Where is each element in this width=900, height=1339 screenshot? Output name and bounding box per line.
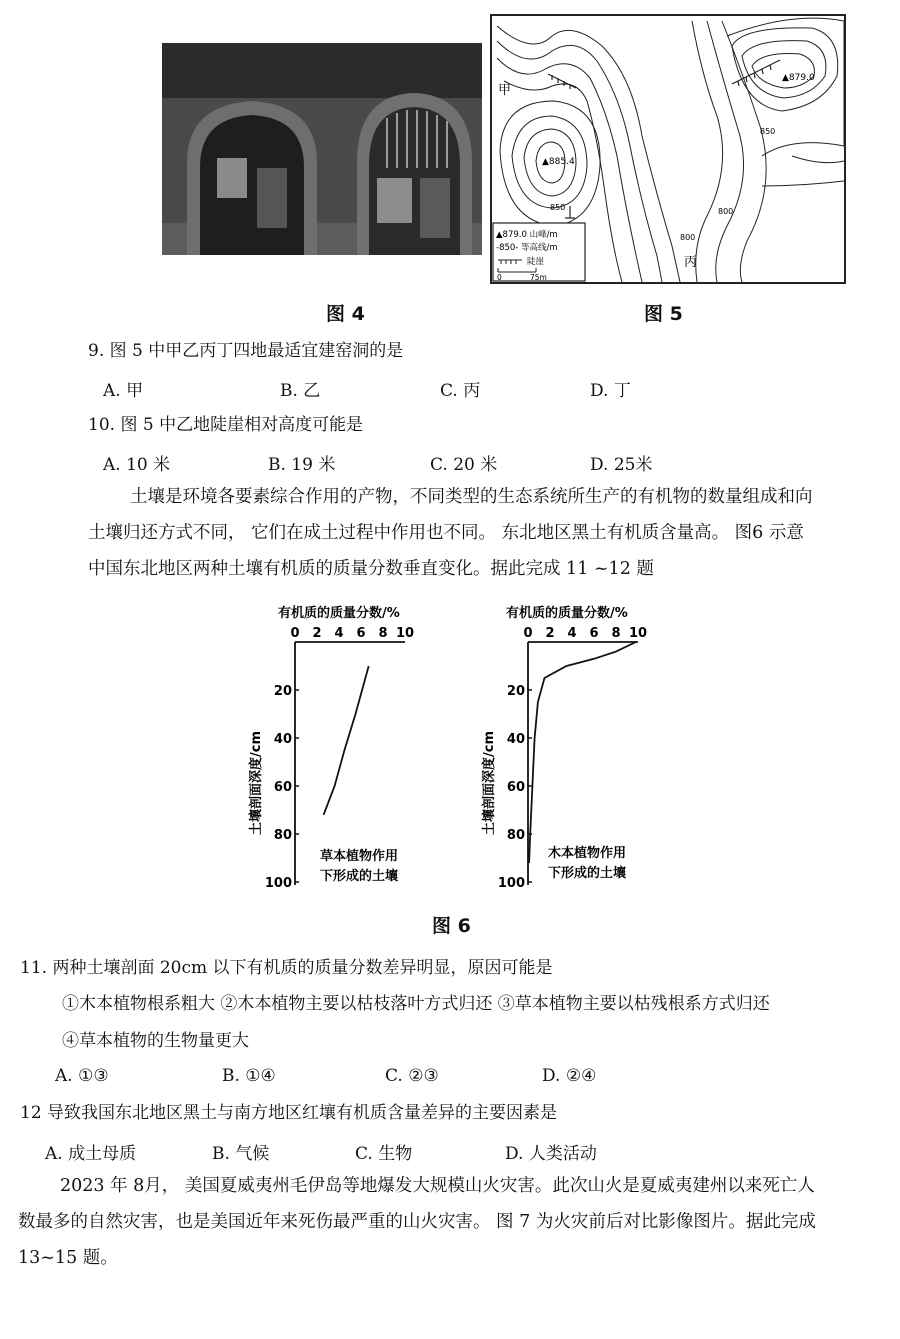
right-y-tick-label: 40 — [506, 732, 525, 747]
q11-items-line-2: ④草本植物的生物量更大 — [62, 1031, 249, 1051]
right-x-tick-label: 10 — [628, 626, 648, 641]
figure5-caption: 图 5 — [644, 303, 683, 325]
q9-option-b: B. 乙 — [280, 381, 321, 401]
left-note-line-2: 下形成的土壤 — [320, 869, 399, 884]
right-x-tick-label: 4 — [567, 626, 577, 641]
right-note-line-2: 下形成的土壤 — [548, 866, 627, 881]
legend-scale-zero: 0 — [497, 273, 502, 282]
q10-option-b: B. 19 米 — [268, 455, 336, 475]
left-y-tick-label: 60 — [273, 780, 292, 795]
q9-option-c: C. 丙 — [440, 381, 481, 401]
q10-option-d: D. 25米 — [590, 455, 653, 475]
left-y-tick-label: 100 — [264, 876, 292, 891]
left-chart-top-label: 有机质的质量分数/% — [278, 606, 400, 621]
intro-paragraph-line-2: 土壤归还方式不同， 它们在成土过程中作用也不同。 东北地区黑土有机质含量高。 图6 示意 — [88, 523, 804, 543]
q9-option-d: D. 丁 — [590, 381, 631, 401]
question-9-stem: 9. 图 5 中甲乙丙丁四地最适宜建窑洞的是 — [88, 341, 404, 361]
intro-paragraph-line-3: 中国东北地区两种土壤有机质的质量分数垂直变化。据此完成 11 ~12 题 — [88, 559, 654, 579]
right-x-tick-label: 2 — [545, 626, 555, 641]
legend-cliff: 陡崖 — [527, 257, 545, 267]
q10-option-a: A. 10 米 — [103, 455, 171, 475]
right-note-line-1: 木本植物作用 — [548, 846, 627, 861]
wildfire-paragraph-line-2: 数最多的自然灾害，也是美国近年来死伤最严重的山火灾害。 图 7 为火灾前后对比影像图片。据此完成 — [18, 1212, 816, 1232]
left-x-tick-label: 6 — [356, 626, 366, 641]
figure6-caption: 图 6 — [432, 915, 471, 937]
map-label-jia: 甲 — [498, 83, 512, 98]
right-y-tick-label: 80 — [506, 828, 525, 843]
q12-option-d: D. 人类活动 — [505, 1144, 597, 1164]
left-x-tick-label: 10 — [395, 626, 415, 641]
contour-map — [490, 14, 846, 284]
q11-items-line-1: ①木本植物根系粗大 ②木本植物主要以枯枝落叶方式归还 ③草本植物主要以枯残根系方式归还 — [62, 994, 770, 1014]
q11-option-b: B. ①④ — [222, 1066, 276, 1086]
left-note-line-1: 草本植物作用 — [320, 849, 399, 864]
contour-800-label-a: 800 — [718, 207, 734, 216]
wildfire-paragraph-line-3: 13~15 题。 — [18, 1248, 118, 1268]
q11-option-c: C. ②③ — [385, 1066, 439, 1086]
q12-option-a: A. 成土母质 — [45, 1144, 137, 1164]
intro-paragraph-line-1: 土壤是环境各要素综合作用的产物，不同类型的生态系统所生产的有机物的数量组成和向 — [130, 487, 813, 507]
chart-left-herbaceous — [248, 605, 414, 891]
question-11-stem: 11. 两种土壤剖面 20cm 以下有机质的质量分数差异明显，原因可能是 — [20, 958, 553, 978]
left-chart-side-label: 土壤剖面深度/cm — [249, 730, 264, 835]
wildfire-paragraph-line-1: 2023 年 8月， 美国夏威夷州毛伊岛等地爆发大规模山火灾害。此次山火是夏威夷建州以来死亡人 — [60, 1176, 815, 1196]
left-series-line — [324, 666, 369, 815]
right-x-tick-label: 0 — [523, 626, 533, 641]
right-x-tick-label: 6 — [589, 626, 599, 641]
contour-800-label-b: 800 — [680, 233, 696, 242]
left-y-tick-label: 80 — [273, 828, 292, 843]
q12-option-b: B. 气候 — [212, 1144, 270, 1164]
q11-option-a: A. ①③ — [55, 1066, 109, 1086]
right-chart-side-label: 土壤剖面深度/cm — [482, 730, 497, 835]
right-chart-top-label: 有机质的质量分数/% — [506, 606, 628, 621]
right-x-tick-label: 8 — [611, 626, 621, 641]
chart-right-woody — [481, 605, 647, 891]
contour-850-label-a: 850 — [760, 127, 776, 136]
left-x-tick-label: 8 — [378, 626, 388, 641]
right-series-line — [529, 642, 636, 863]
q9-option-a: A. 甲 — [103, 381, 144, 401]
right-y-tick-label: 100 — [497, 876, 525, 891]
legend-scale-len: 75m — [530, 273, 547, 282]
right-y-tick-label: 60 — [506, 780, 525, 795]
peak-879-label: ▲879.0 — [782, 73, 815, 83]
contour-850-label-b: 850 — [550, 203, 566, 212]
q11-option-d: D. ②④ — [542, 1066, 597, 1086]
question-10-stem: 10. 图 5 中乙地陡崖相对高度可能是 — [88, 415, 364, 435]
left-x-tick-label: 4 — [334, 626, 344, 641]
q10-option-c: C. 20 米 — [430, 455, 498, 475]
figure6-charts — [230, 595, 670, 895]
figure4-caption: 图 4 — [326, 303, 365, 325]
left-y-tick-label: 40 — [273, 732, 292, 747]
cave-dwelling-photo — [162, 43, 482, 255]
map-label-bing: 丙 — [684, 255, 698, 270]
left-x-tick-label: 0 — [290, 626, 300, 641]
question-12-stem: 12 导致我国东北地区黑土与南方地区红壤有机质含量差异的主要因素是 — [20, 1103, 558, 1123]
right-y-tick-label: 20 — [506, 684, 525, 699]
left-y-tick-label: 20 — [273, 684, 292, 699]
legend-contour: -850- 等高线/m — [496, 243, 558, 253]
legend-peak: ▲879.0 山峰/m — [496, 230, 558, 240]
left-x-tick-label: 2 — [312, 626, 322, 641]
q12-option-c: C. 生物 — [355, 1144, 413, 1164]
peak-885-label: ▲885.4 — [542, 157, 575, 167]
